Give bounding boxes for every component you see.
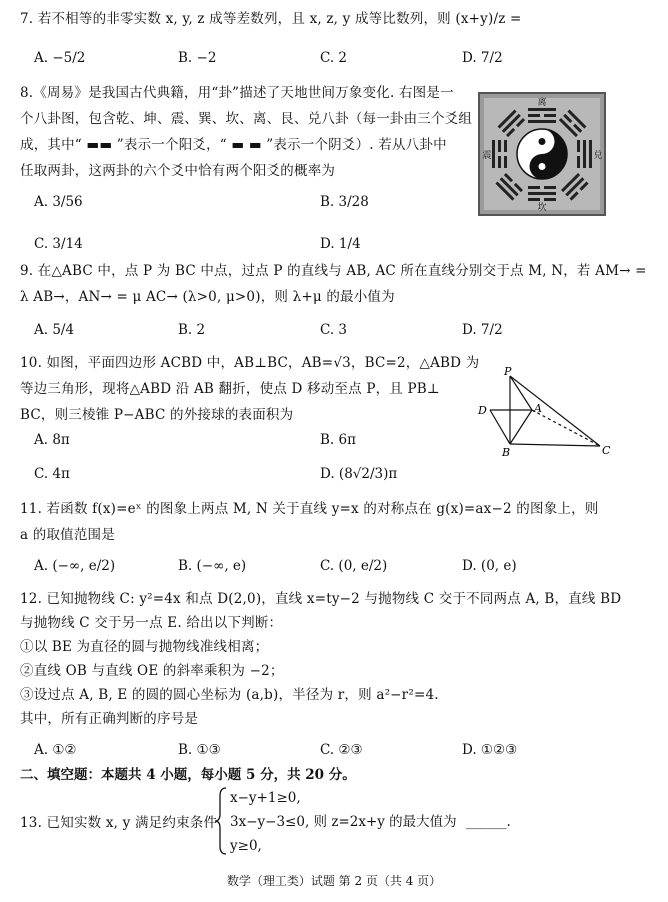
q8-line1: 8.《周易》是我国古代典籍，用“卦”描述了天地世间万象变化. 右图是一 [20,85,454,101]
q11-option-a: A. (−∞, e/2) [34,558,116,574]
bagua-figure [478,92,606,216]
q9-option-d: D. 7/2 [462,322,503,338]
q13-constraint-2: 3x−y−3≤0, 则 z=2x+y 的最大值为 [230,814,457,830]
q11-option-b: B. (−∞, e) [178,558,247,574]
q8-option-a: A. 3/56 [34,194,83,210]
page-footer: 数学（理工类）试题 第 2 页（共 4 页） [226,874,442,888]
q10-line1: 10. 如图，平面四边形 ACBD 中，AB⊥BC，AB=√3，BC=2，△ABD 为 [20,355,480,371]
q12-line1: 12. 已知抛物线 C: y²=4x 和点 D(2,0)，直线 x=ty−2 与抛物线 C 交于不同两点 A, B，直线 BD [20,591,622,607]
q7-option-c: C. 2 [320,50,348,66]
q10-line2: 等边三角形，现将△ABD 沿 AB 翻折，使点 D 移动至点 P，且 PB⊥ [20,381,440,397]
q7-option-a: A. −5/2 [34,50,86,66]
q12-option-b: B. ①③ [178,742,221,758]
q10-option-b: B. 6π [320,432,356,448]
brace [214,786,228,856]
q12-option-c: C. ②③ [320,742,363,758]
label-b: B [502,446,511,459]
q10-option-c: C. 4π [34,466,70,482]
q7-stem: 7. 若不相等的非零实数 x, y, z 成等差数列，且 x, z, y 成等比数列，则 (x+y)/z = [20,11,522,27]
q12-line4: ②直线 OB 与直线 OE 的斜率乘积为 −2； [20,663,284,679]
q9-line1: 9. 在△ABC 中，点 P 为 BC 中点，过点 P 的直线与 AB, AC 所在直线分别交于点 M, N，若 AM→ = [20,263,647,279]
q8-option-c: C. 3/14 [34,236,83,252]
q10-option-d: D. (8√2/3)π [320,466,398,482]
q9-option-a: A. 5/4 [34,322,75,338]
q13-prefix: 13. 已知实数 x, y 满足约束条件 [20,815,218,831]
pyramid-figure [474,364,614,460]
q12-option-d: D. ①②③ [462,742,518,758]
q10-line3: BC，则三棱锥 P−ABC 的外接球的表面积为 [20,407,294,423]
q7-option-b: B. −2 [178,50,217,66]
label-c: C [602,444,611,457]
q13-answer-blank: ______. [466,814,511,830]
label-p: P [504,365,512,378]
q8-line4: 任取两卦，这两卦的六个爻中恰有两个阳爻的概率为 [20,163,336,179]
q9-option-c: C. 3 [320,322,348,338]
q12-line5: ③设过点 A, B, E 的圆的圆心坐标为 (a,b)，半径为 r，则 a²−r²=4. [20,687,439,703]
q11-option-d: D. (0, e) [462,558,517,574]
q13-constraint-1: x−y+1≥0, [230,790,301,806]
q9-option-b: B. 2 [178,322,206,338]
q11-line1: 11. 若函数 f(x)=eˣ 的图象上两点 M, N 关于直线 y=x 的对称点在 g(x)=ax−2 的图象上，则 [20,501,599,517]
q13-constraint-3: y≥0, [230,838,262,854]
q11-line2: a 的取值范围是 [20,527,115,543]
label-d: D [478,404,487,417]
q7-option-d: D. 7/2 [462,50,503,66]
bagua-label-right: 兑 [593,151,603,161]
q12-option-a: A. ①② [34,742,77,758]
q12-line6: 其中，所有正确判断的序号是 [20,711,199,727]
q8-line2: 个八卦图，包含乾、坤、震、巽、坎、离、艮、兑八卦（每一卦由三个爻组 [20,111,473,127]
label-a: A [534,402,542,415]
bagua-label-bottom: 坎 [537,203,547,213]
q9-line2: λ AB→，AN→ = μ AC→ (λ>0, μ>0)，则 λ+μ 的最小值为 [20,289,395,305]
section-fill-in-heading: 二、填空题：本题共 4 小题，每小题 5 分，共 20 分。 [20,767,356,783]
q12-line2: 与抛物线 C 交于另一点 E. 给出以下判断： [20,615,283,631]
bagua-label-top: 离 [537,98,547,108]
q8-line3: 成，其中“ ▬▬ ”表示一个阳爻，“ ▬ ▬ ”表示一个阴爻）. 若从八卦中 [20,137,447,153]
q8-option-b: B. 3/28 [320,194,369,210]
q8-option-d: D. 1/4 [320,236,361,252]
bagua-label-left: 震 [482,151,492,161]
q10-option-a: A. 8π [34,432,70,448]
q12-line3: ①以 BE 为直径的圆与抛物线准线相离； [20,639,269,655]
q11-option-c: C. (0, e/2) [320,558,388,574]
